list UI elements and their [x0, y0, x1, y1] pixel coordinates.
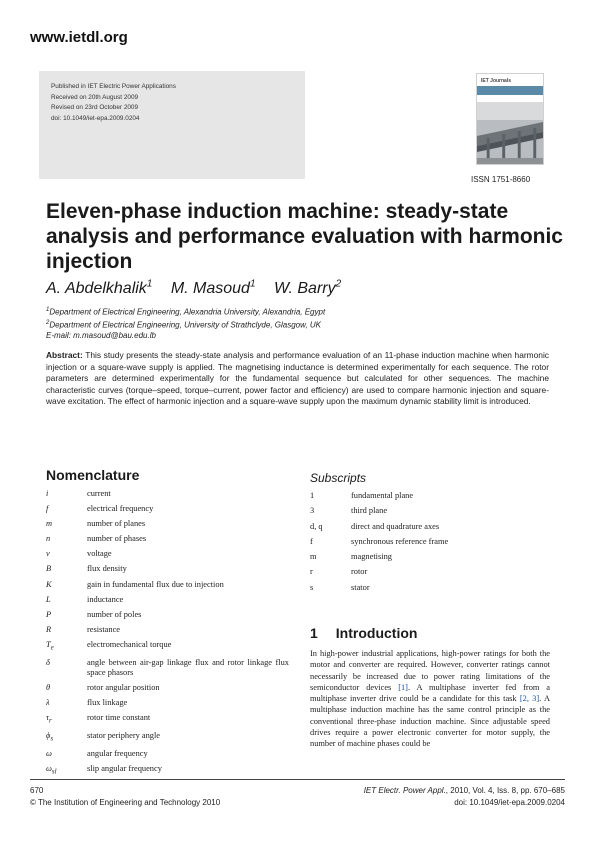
subscript-definition: magnetising	[351, 552, 392, 562]
subscript-symbol: m	[310, 552, 317, 562]
affiliation: $^1$Department of Electrical Engineering, Alexandria University, Alexandria, Egypt	[46, 307, 326, 317]
subscript-symbol: s	[310, 582, 314, 592]
nomenclature-symbol: f	[46, 504, 49, 514]
nomenclature-definition: angular frequency	[87, 749, 148, 759]
nomenclature-row	[46, 549, 289, 560]
publication-info-box	[39, 71, 305, 179]
subscript-definition: direct and quadrature axes	[351, 521, 440, 531]
nomenclature-symbol: $\tau_r$	[46, 713, 52, 726]
nomenclature-list	[46, 489, 289, 782]
page-number: 670	[30, 786, 44, 795]
nomenclature-heading: Nomenclature	[46, 467, 140, 483]
nomenclature-row	[46, 640, 289, 653]
subscript-definition: stator	[351, 582, 370, 592]
nomenclature-row	[46, 698, 289, 709]
nomenclature-definition: angle between air-gap linkage flux and rotor linkage flux space phasors	[87, 657, 289, 678]
footer-rule	[30, 779, 565, 780]
publication-doi: doi: 10.1049/iet-epa.2009.0204	[51, 114, 140, 122]
nomenclature-symbol: $\phi_s$	[46, 731, 54, 743]
nomenclature-symbol: θ	[46, 683, 51, 693]
copyright: © The Institution of Engineering and Technology 2010	[30, 798, 221, 807]
section-number: 1	[310, 625, 318, 641]
nomenclature-row	[46, 749, 289, 760]
nomenclature-definition: inductance	[87, 594, 124, 604]
nomenclature-row	[46, 683, 289, 694]
nomenclature-row	[46, 610, 289, 621]
nomenclature-symbol: v	[46, 549, 50, 559]
subscript-row	[310, 552, 550, 563]
cover-photo	[477, 102, 543, 165]
nomenclature-row	[46, 713, 289, 726]
section-title: Introduction	[335, 625, 418, 641]
nomenclature-definition: stator periphery angle	[87, 731, 161, 741]
subscripts-heading: Subscripts	[310, 471, 367, 485]
issn: ISSN 1751-8660	[471, 175, 531, 184]
author: M. Masoud$^1$	[170, 279, 256, 298]
affiliations	[46, 305, 325, 341]
author: W. Barry$^2$	[273, 279, 342, 298]
nomenclature-symbol: $\omega_{sl}$	[46, 764, 57, 776]
nomenclature-row	[46, 489, 289, 500]
abstract-label: Abstract:	[46, 350, 83, 360]
footer-right	[364, 785, 565, 809]
subscript-symbol: 3	[310, 506, 315, 516]
nomenclature-symbol: ω	[46, 749, 52, 759]
footer-doi[interactable]: doi: 10.1049/iet-epa.2009.0204	[454, 798, 565, 807]
citation-link[interactable]: [2, 3]	[519, 694, 540, 703]
nomenclature-row	[46, 564, 289, 575]
site-url[interactable]: www.ietdl.org	[30, 29, 128, 46]
subscript-symbol: d, q	[310, 521, 323, 531]
nomenclature-row	[46, 504, 289, 515]
publication-info	[51, 82, 176, 124]
nomenclature-definition: flux linkage	[87, 698, 128, 708]
nomenclature-definition: current	[87, 489, 111, 498]
nomenclature-symbol: m	[46, 519, 53, 529]
subscripts-list	[310, 491, 550, 598]
nomenclature-definition: rotor angular position	[87, 683, 160, 693]
abstract-text: This study presents the steady-state analysis and performance evaluation of an 11-phase induction machine when harmonic injection or a square-wave supply is applied. The magnetising inductance is determined experimentally for each sequence. The rotor parameters are determined experimentally for the fundamental sequence but calculated for other sequences. The machine characteristic curves (torque–speed, torque–current, power factor and efficiency) are used to compare harmonic injection and square-wave excitation. The effect of harmonic injection and a square-wave supply upon the maximum dynamic stability limit is introduced.	[46, 350, 549, 407]
subscript-row	[310, 522, 550, 533]
subscript-row	[310, 567, 550, 578]
nomenclature-symbol: B	[46, 564, 52, 574]
contact-email[interactable]: E-mail: m.masoud@bau.edu.lb	[46, 331, 156, 341]
nomenclature-symbol: P	[46, 609, 52, 619]
subscript-definition: rotor	[351, 567, 368, 577]
journal-cover-image	[476, 73, 544, 165]
nomenclature-row	[46, 519, 289, 530]
subscript-symbol: 1	[310, 491, 315, 500]
nomenclature-row	[46, 595, 289, 606]
cover-logo: IET Journals	[481, 78, 512, 84]
nomenclature-definition: electromechanical torque	[87, 639, 172, 649]
nomenclature-symbol: K	[46, 579, 52, 589]
nomenclature-definition: electrical frequency	[87, 504, 154, 514]
nomenclature-symbol: L	[46, 594, 51, 604]
published-in: Published in IET Electric Power Applications	[51, 83, 176, 90]
nomenclature-definition: number of phases	[87, 534, 147, 544]
nomenclature-symbol: i	[46, 489, 49, 498]
subscript-row	[310, 537, 550, 548]
cover-band	[477, 86, 543, 95]
received-date: Received on 20th August 2009	[51, 93, 139, 101]
nomenclature-definition: number of planes	[87, 519, 146, 529]
author-list	[46, 279, 355, 298]
nomenclature-definition: rotor time constant	[87, 713, 151, 723]
nomenclature-symbol: δ	[46, 657, 50, 667]
nomenclature-symbol: R	[46, 624, 52, 634]
nomenclature-row	[46, 764, 289, 777]
revised-date: Revised on 23rd October 2009	[51, 104, 139, 112]
nomenclature-row	[46, 580, 289, 591]
section-heading-introduction	[310, 625, 417, 641]
nomenclature-definition: flux density	[87, 564, 127, 574]
affiliation: $^2$Department of Electrical Engineering, University of Strathclyde, Glasgow, UK	[46, 319, 322, 330]
nomenclature-definition: slip angular frequency	[87, 764, 162, 774]
footer-left	[30, 785, 220, 809]
nomenclature-symbol: λ	[46, 698, 50, 708]
cover-header	[477, 74, 543, 102]
nomenclature-row	[46, 658, 289, 679]
subscript-definition: synchronous reference frame	[351, 536, 449, 546]
abstract	[46, 350, 549, 408]
nomenclature-definition: resistance	[87, 624, 121, 634]
nomenclature-definition: number of poles	[87, 609, 142, 619]
subscript-definition: third plane	[351, 506, 388, 516]
subscript-definition: fundamental plane	[351, 491, 414, 500]
nomenclature-row	[46, 534, 289, 545]
journal-citation: IET Electr. Power Appl., 2010, Vol. 4, Iss. 8, pp. 670–685	[363, 786, 565, 795]
author: A. Abdelkhalik$^1$	[46, 279, 153, 298]
nomenclature-symbol: $T_e$	[46, 639, 54, 652]
paper-title: Eleven-phase induction machine: steady-state analysis and performance evaluation with harmonic injection	[46, 200, 563, 273]
subscript-row	[310, 491, 550, 502]
subscript-row	[310, 583, 550, 594]
subscript-row	[310, 506, 550, 517]
nomenclature-row	[46, 625, 289, 636]
nomenclature-row	[46, 731, 289, 744]
nomenclature-definition: gain in fundamental flux due to injection	[87, 579, 224, 589]
nomenclature-symbol: n	[46, 534, 51, 544]
subscript-symbol: r	[310, 567, 313, 577]
subscript-symbol: f	[310, 536, 313, 546]
nomenclature-definition: voltage	[87, 549, 112, 559]
citation-link[interactable]: [1]	[398, 682, 408, 692]
introduction-paragraph: In high-power industrial applications, high-power ratings for both the motor and converter are required. However, converter ratings cannot necessarily be increased due to power rating limitations of the semiconductor devices [1]. A multiphase inverter fed from a multiphase inverter drive could be a candidate for this task [2, 3]. A multiphase induction machine has the same control principle as the conventional three-phase induction machine. Since adjustable speed drives require a power electronic converter for motor supply, the number of machine phases could be	[310, 649, 551, 748]
